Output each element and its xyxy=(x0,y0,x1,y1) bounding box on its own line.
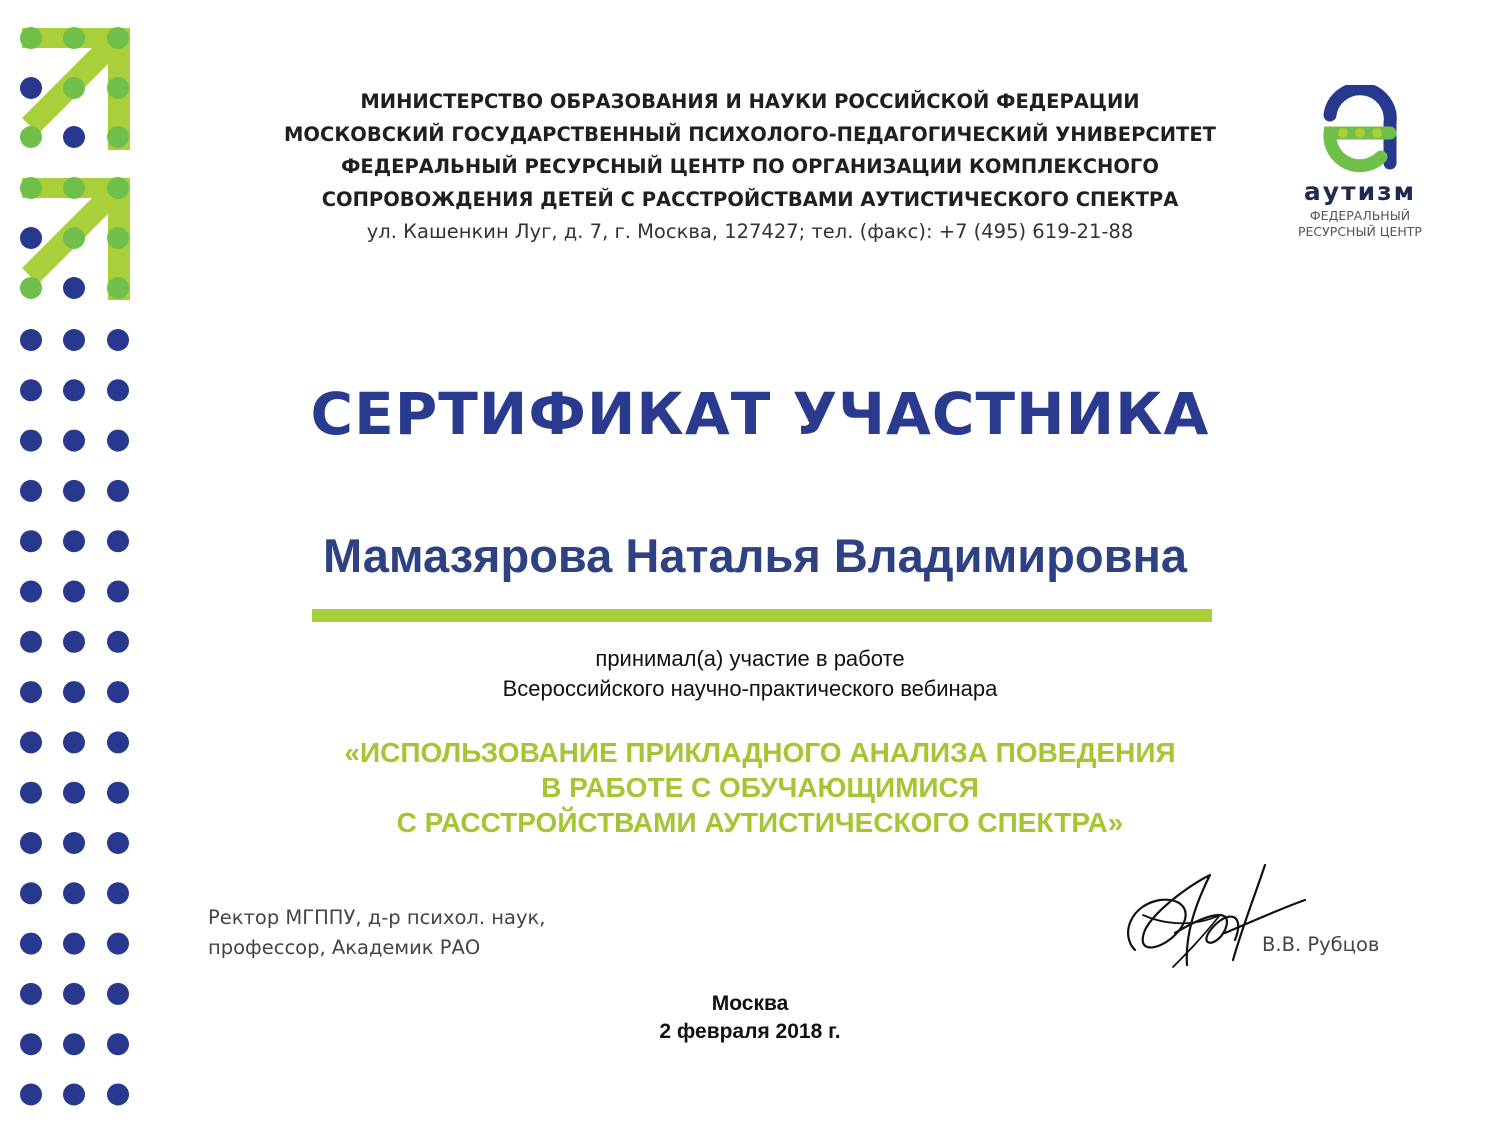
certificate-title: СЕРТИФИКАТ УЧАСТНИКА xyxy=(310,380,1210,448)
organization-header xyxy=(250,86,1250,248)
blue-dot xyxy=(107,731,129,753)
blue-dot xyxy=(107,882,129,904)
header-line-ministry: МИНИСТЕРСТВО ОБРАЗОВАНИЯ И НАУКИ РОССИЙСКОЙ ФЕДЕРАЦИИ xyxy=(360,90,1140,113)
city: Москва xyxy=(711,992,789,1015)
blue-dot xyxy=(20,933,42,955)
autism-center-logo xyxy=(1285,85,1435,245)
blue-dot xyxy=(107,983,129,1005)
logo-subtitle-2: РЕСУРСНЫЙ ЦЕНТР xyxy=(1298,224,1422,239)
blue-dot xyxy=(20,832,42,854)
blue-dot xyxy=(107,329,129,351)
blue-dot xyxy=(20,1084,42,1106)
blue-dot xyxy=(63,882,85,904)
blue-dot xyxy=(63,933,85,955)
decorative-dot-arrows-strip xyxy=(0,0,160,1125)
event-title-line-2: В РАБОТЕ С ОБУЧАЮЩИМИСЯ xyxy=(541,772,979,803)
blue-dot xyxy=(63,430,85,452)
event-title-line-3: С РАССТРОЙСТВАМИ АУТИСТИЧЕСКОГО СПЕКТРА» xyxy=(396,807,1124,838)
blue-dot xyxy=(20,480,42,502)
blue-dot xyxy=(107,933,129,955)
blue-dot xyxy=(63,581,85,603)
blue-dot xyxy=(20,1033,42,1055)
handwritten-signature xyxy=(1115,855,1315,980)
blue-dot xyxy=(63,379,85,401)
blue-dot xyxy=(20,983,42,1005)
arrow-icon-top xyxy=(20,27,130,150)
blue-dot xyxy=(20,581,42,603)
blue-dot xyxy=(20,882,42,904)
blue-dot xyxy=(107,1084,129,1106)
blue-dot xyxy=(63,782,85,804)
blue-dot xyxy=(107,631,129,653)
participation-text xyxy=(350,644,1150,704)
place-and-date xyxy=(550,990,950,1046)
blue-dot xyxy=(63,1084,85,1106)
blue-dot xyxy=(107,1033,129,1055)
participation-line-1: принимал(а) участие в работе xyxy=(595,646,905,671)
blue-dot xyxy=(107,681,129,703)
blue-dot xyxy=(107,379,129,401)
blue-dot xyxy=(20,379,42,401)
event-title-line-1: «ИСПОЛЬЗОВАНИЕ ПРИКЛАДНОГО АНАЛИЗА ПОВЕДЕНИЯ xyxy=(344,737,1176,768)
blue-dot xyxy=(107,581,129,603)
blue-dot xyxy=(107,430,129,452)
header-address: ул. Кашенкин Луг, д. 7, г. Москва, 127427; тел. (факс): +7 (495) 619-21-88 xyxy=(366,220,1134,243)
blue-dot xyxy=(63,731,85,753)
signatory-name: В.В. Рубцов xyxy=(1262,933,1380,956)
blue-dot xyxy=(107,530,129,552)
participation-line-2: Всероссийского научно-практического вебинара xyxy=(502,676,998,701)
blue-dot xyxy=(63,329,85,351)
green-divider xyxy=(312,609,1212,622)
issue-date: 2 февраля 2018 г. xyxy=(659,1020,841,1043)
blue-dot xyxy=(20,530,42,552)
logo-subtitle-1: ФЕДЕРАЛЬНЫЙ xyxy=(1309,208,1411,223)
recipient-name: Мамазярова Наталья Владимировна xyxy=(322,529,1188,582)
blue-dot xyxy=(63,983,85,1005)
blue-dot xyxy=(107,832,129,854)
arrow-icon-bottom xyxy=(20,177,130,300)
blue-dot xyxy=(63,681,85,703)
autism-logo-icon xyxy=(1285,85,1435,175)
blue-dot xyxy=(63,1033,85,1055)
signatory-position xyxy=(208,903,546,963)
blue-dot xyxy=(20,430,42,452)
blue-dot-grid xyxy=(20,329,129,1106)
blue-dot xyxy=(63,631,85,653)
blue-dot xyxy=(20,782,42,804)
blue-dot xyxy=(107,480,129,502)
blue-dot xyxy=(20,329,42,351)
header-line-center: ФЕДЕРАЛЬНЫЙ РЕСУРСНЫЙ ЦЕНТР ПО ОРГАНИЗАЦИИ КОМПЛЕКСНОГО xyxy=(341,155,1159,178)
signatory-position-line-1: Ректор МГППУ, д-р психол. наук, xyxy=(208,906,546,929)
blue-dot xyxy=(63,480,85,502)
event-title xyxy=(260,735,1260,840)
blue-dot xyxy=(107,782,129,804)
logo-word: аутизм xyxy=(1303,177,1417,206)
header-line-support: СОПРОВОЖДЕНИЯ ДЕТЕЙ С РАССТРОЙСТВАМИ АУТИСТИЧЕСКОГО СПЕКТРА xyxy=(321,187,1179,211)
signatory-position-line-2: профессор, Академик РАО xyxy=(208,936,481,959)
header-line-university: МОСКОВСКИЙ ГОСУДАРСТВЕННЫЙ ПСИХОЛОГО-ПЕДАГОГИЧЕСКИЙ УНИВЕРСИТЕТ xyxy=(284,122,1216,146)
blue-dot xyxy=(20,631,42,653)
blue-dot xyxy=(63,832,85,854)
blue-dot xyxy=(63,530,85,552)
blue-dot xyxy=(20,681,42,703)
blue-dot xyxy=(20,731,42,753)
